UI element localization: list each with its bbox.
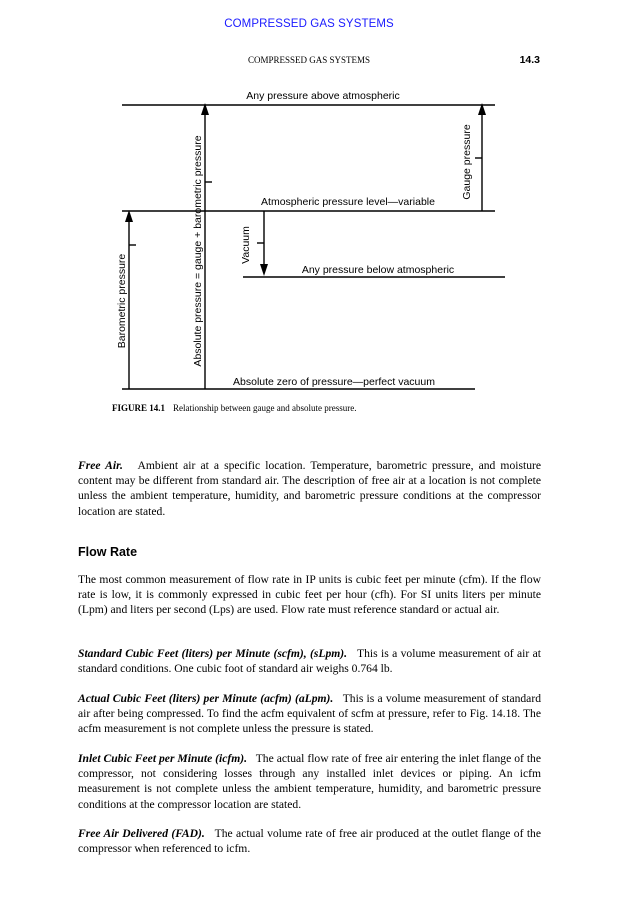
section-heading-flow-rate: Flow Rate (78, 545, 138, 559)
term-free-air: Free Air. (78, 459, 123, 472)
paragraph-flow-rate (78, 572, 541, 618)
term-scfm: Standard Cubic Feet (liters) per Minute (scfm), (sLpm). (78, 647, 348, 660)
text-icfm: The actual flow rate of free air entering the inlet flange of the compressor, not considering losses through any installed inlet devices or piping. An icfm measurement is not complete unless the ambient temperature, humidity, and barometric pressure conditions at the compressor location are stated. (78, 752, 541, 811)
text-fad: The actual volume rate of free air produced at the outlet flange of the compressor when referenced to icfm. (78, 827, 541, 856)
label-barometric-pressure: Barometric pressure (116, 253, 128, 349)
paragraph-fad (78, 826, 541, 856)
label-gauge-pressure: Gauge pressure (461, 124, 473, 200)
arrowhead-up-icon (125, 210, 133, 222)
text-acfm: This is a volume measurement of standard air after being compressed. To find the acfm equivalent of scfm at pressure, refer to Fig. 14.18. The acfm measurement is not complete unless the pressure is stated. (78, 692, 541, 736)
figure-caption-text: Relationship between gauge and absolute pressure. (173, 403, 357, 413)
term-fad: Free Air Delivered (FAD). (78, 827, 205, 840)
label-absolute-zero: Absolute zero of pressure—perfect vacuum (233, 376, 435, 388)
top-banner: COMPRESSED GAS SYSTEMS (224, 18, 394, 30)
text-free-air: Ambient air at a specific location. Temperature, barometric pressure, and moisture content may be different from standard air. The description of free air at a location is not complete unless the ambient temperature, humidity, and barometric pressure conditions at the compressor location are stated. (78, 459, 541, 518)
text-scfm: This is a volume measurement of air at standard conditions. One cubic foot of standard air weighs 0.764 lb. (78, 647, 541, 676)
page-number: 14.3 (519, 54, 540, 66)
paragraph-scfm (78, 646, 541, 676)
term-acfm: Actual Cubic Feet (liters) per Minute (acfm) (aLpm). (78, 692, 334, 705)
paragraph-acfm (78, 691, 541, 737)
term-icfm: Inlet Cubic Feet per Minute (icfm). (78, 752, 248, 765)
figure-caption (112, 403, 356, 413)
label-absolute-pressure: Absolute pressure = gauge + barometric pressure (192, 135, 204, 367)
label-below-atmospheric: Any pressure below atmospheric (301, 264, 455, 276)
paragraph-free-air (78, 458, 541, 519)
label-atmospheric-level: Atmospheric pressure level—variable (261, 196, 435, 208)
arrowhead-down-icon (260, 264, 268, 276)
label-above-atmospheric: Any pressure above atmospheric (246, 90, 400, 102)
label-vacuum: Vacuum (240, 226, 252, 264)
paragraph-icfm (78, 751, 541, 812)
text-flow-rate: The most common measurement of flow rate in IP units is cubic feet per minute (cfm). If the flow rate is low, it is commonly expressed in cubic feet per hour (cfh). For SI units liters per minute (Lpm) and liters per second (Lps) are used. Flow rate must reference standard or actual air. (78, 573, 541, 617)
figure-number: FIGURE 14.1 (112, 403, 166, 413)
pressure-relationship-figure (0, 0, 618, 420)
running-head-title: COMPRESSED GAS SYSTEMS (247, 55, 371, 65)
